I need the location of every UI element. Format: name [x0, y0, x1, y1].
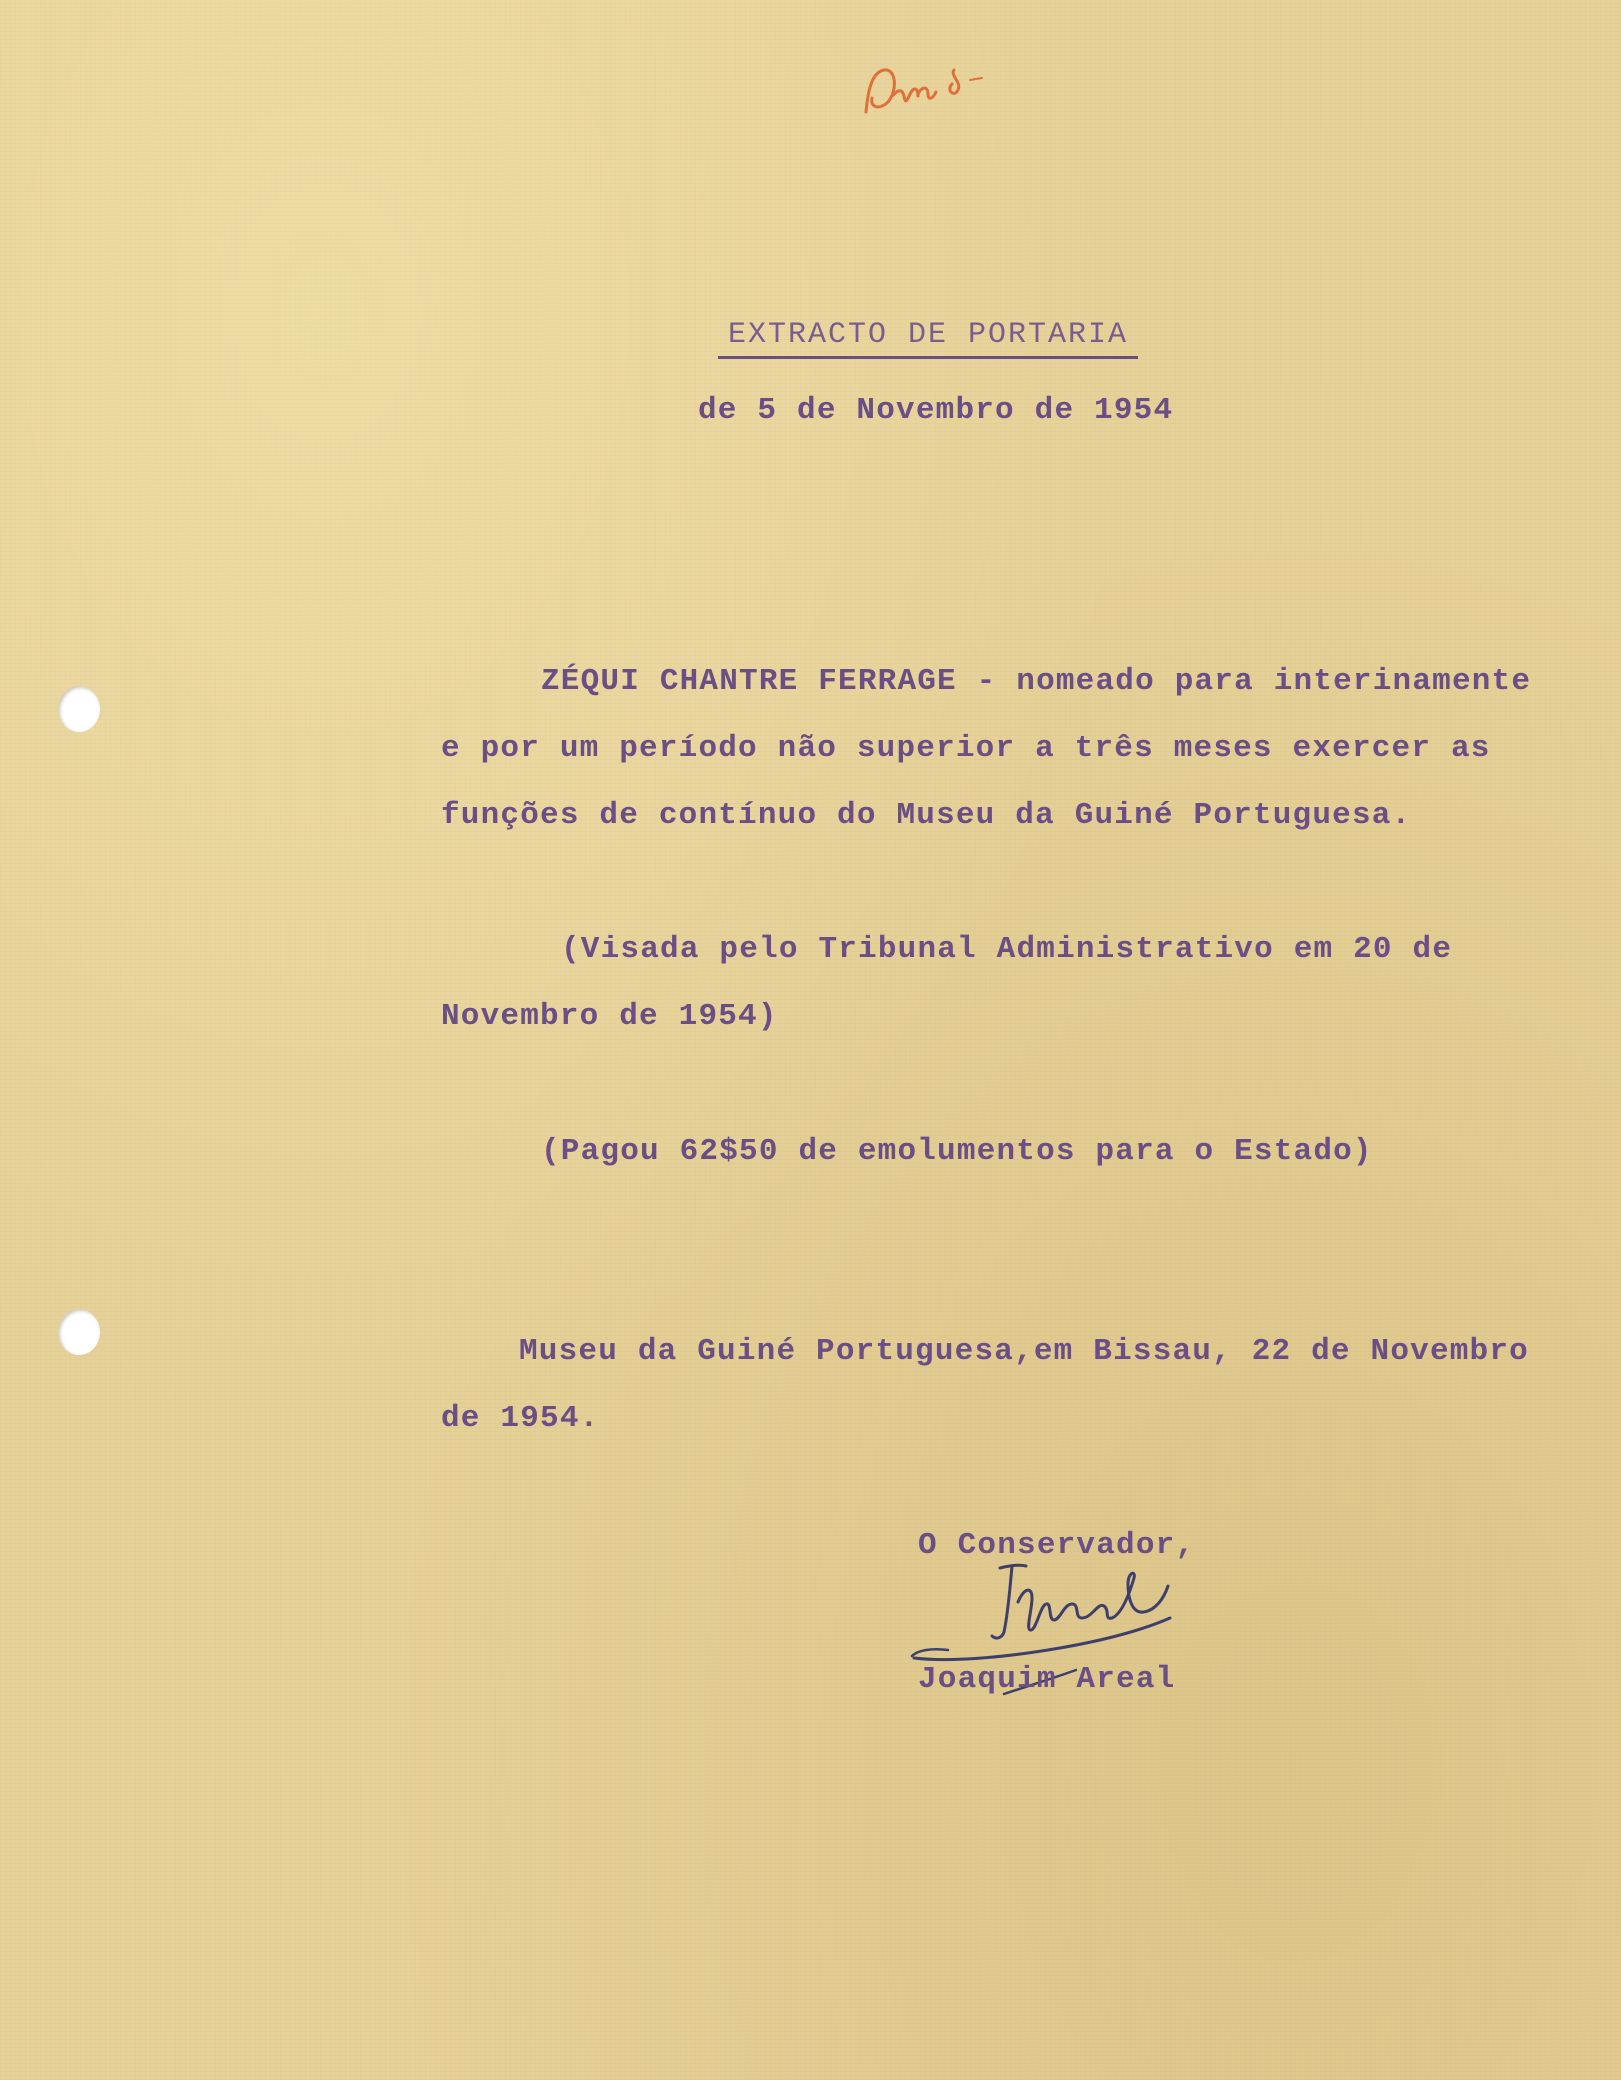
nomination-line-2: e por um período não superior a três meses exercer as — [441, 731, 1491, 766]
payment-paragraph — [441, 1118, 1541, 1185]
nomination-line-1: ZÉQUI CHANTRE FERRAGE - nomeado para interinamente — [541, 664, 1532, 699]
signatory-role: O Conservador, — [918, 1528, 1196, 1563]
place-date-line-2: de 1954. — [441, 1401, 600, 1436]
place-date-paragraph — [441, 1318, 1541, 1452]
nomination-line-3: funções de contínuo do Museu da Guiné Portuguesa. — [441, 798, 1412, 833]
portaria-date: de 5 de Novembro de 1954 — [698, 393, 1174, 428]
payment-line: (Pagou 62$50 de emolumentos para o Estado) — [541, 1134, 1373, 1169]
signatory-name: Joaquim Areal — [918, 1662, 1176, 1697]
visa-paragraph — [441, 916, 1541, 1050]
signature-block — [918, 1528, 1238, 1708]
punch-hole-top — [58, 686, 100, 732]
document-title: EXTRACTO DE PORTARIA — [718, 318, 1138, 359]
visa-line-2: Novembro de 1954) — [441, 999, 778, 1034]
place-date-line-1: Museu da Guiné Portuguesa,em Bissau, 22 de Novembro — [519, 1334, 1529, 1369]
punch-hole-bottom — [58, 1309, 100, 1355]
visa-line-1: (Visada pelo Tribunal Administrativo em 20 de — [561, 932, 1453, 967]
nomination-paragraph — [441, 648, 1541, 849]
handwritten-annotation — [858, 50, 1058, 130]
